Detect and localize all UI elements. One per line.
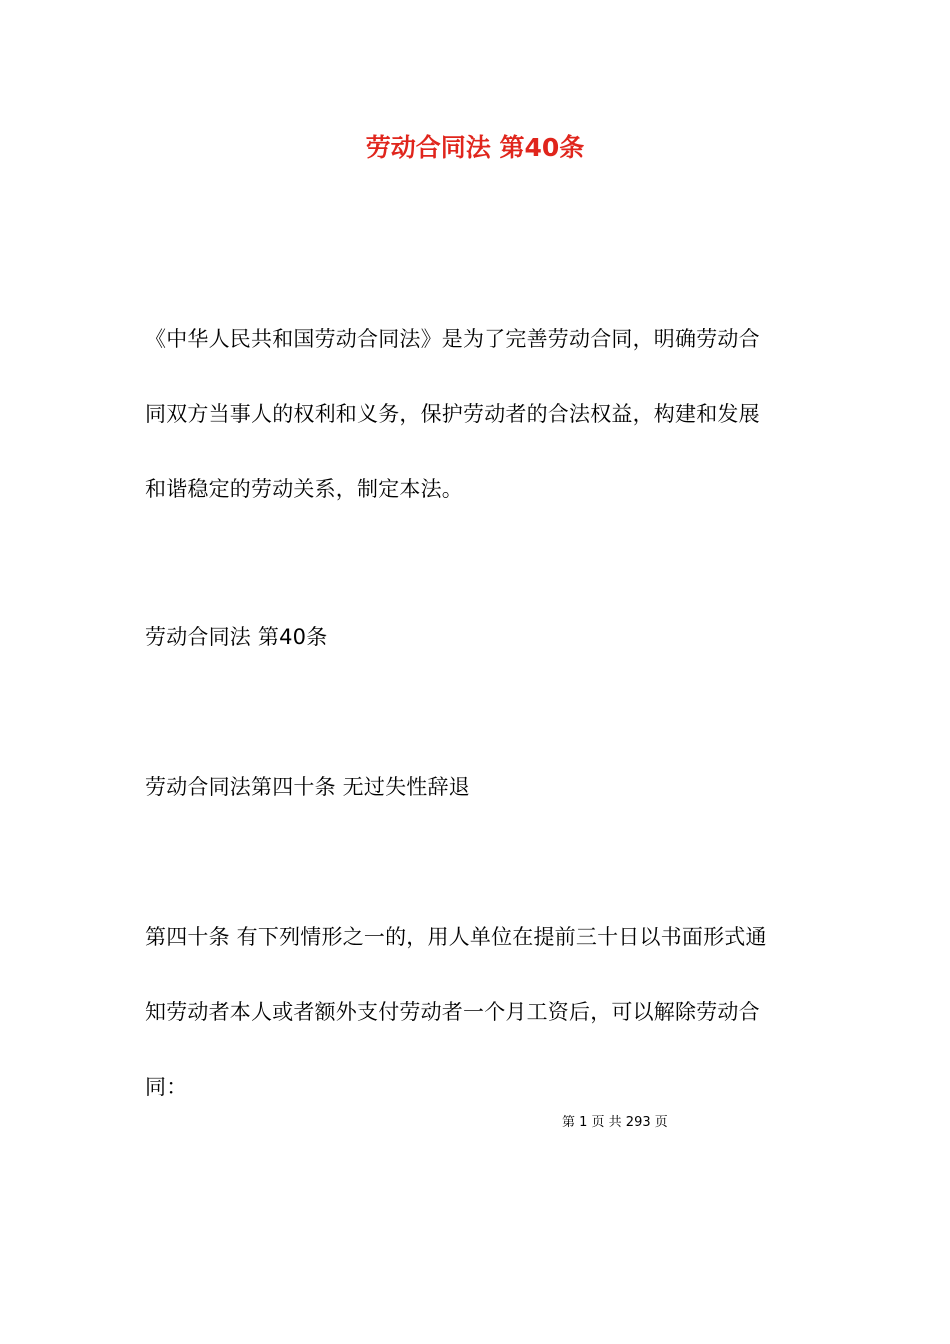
article-paragraph (145, 919, 810, 1106)
page-title: 劳动合同法 第40条 (365, 133, 585, 162)
intro-paragraph (145, 321, 810, 508)
paragraph-line: 《中华人民共和国劳动合同法》是为了完善劳动合同，明确劳动合 (145, 327, 760, 351)
section-heading-1: 劳动合同法 第40条 (145, 625, 328, 649)
paragraph-line: 和谐稳定的劳动关系，制定本法。 (145, 477, 463, 501)
paragraph-line: 同双方当事人的权利和义务，保护劳动者的合法权益，构建和发展 (145, 402, 760, 426)
section-heading-2: 劳动合同法第四十条 无过失性辞退 (145, 775, 470, 799)
paragraph-line: 知劳动者本人或者额外支付劳动者一个月工资后，可以解除劳动合 (145, 1000, 760, 1024)
page-number-footer: 第 1 页 共 293 页 (562, 1115, 668, 1130)
paragraph-line: 第四十条 有下列情形之一的，用人单位在提前三十日以书面形式通 (145, 925, 767, 949)
paragraph-line: 同： (145, 1075, 188, 1099)
